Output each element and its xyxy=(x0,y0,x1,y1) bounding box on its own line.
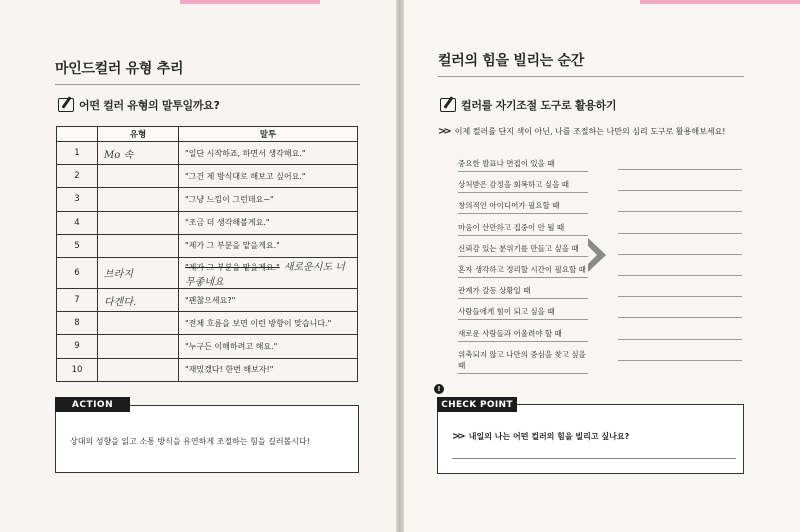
checkpoint-answer-line[interactable] xyxy=(452,458,736,459)
row-speech xyxy=(179,358,358,381)
left-subheading xyxy=(58,97,220,113)
answer-line[interactable] xyxy=(618,296,742,297)
list-item: 상처받은 감정을 회복하고 싶을 때 xyxy=(458,179,588,193)
table-row xyxy=(57,312,358,335)
intro-line xyxy=(438,126,726,137)
checkpoint-tab: CHECK POINT xyxy=(437,397,517,412)
row-type-answer[interactable] xyxy=(98,211,179,234)
row-speech-text: "제가 그 부분을 맡을게요." xyxy=(185,262,280,272)
list-item: 위축되지 않고 나만의 중심을 찾고 싶을 때 xyxy=(458,349,588,374)
table-row xyxy=(57,188,358,211)
checkpoint-question-text: 내일의 나는 어떤 컬러의 힘을 빌리고 싶나요? xyxy=(468,432,630,441)
answer-line[interactable] xyxy=(618,339,742,340)
handwritten-note: 새로운시도 너무좋네요 xyxy=(185,261,345,288)
list-item: 사람들에게 힘이 되고 싶을 때 xyxy=(458,306,588,320)
row-speech-text: "제가 그 부분을 맡을게요." xyxy=(185,241,280,251)
list-item: 새로운 사람들과 어울려야 할 때 xyxy=(458,328,588,342)
header-type: 유형 xyxy=(98,127,179,142)
table-row xyxy=(57,358,358,381)
row-type-answer[interactable] xyxy=(98,234,179,257)
row-number: 2 xyxy=(57,165,98,188)
row-number: 10 xyxy=(57,358,98,381)
header-num xyxy=(57,127,98,142)
row-number: 6 xyxy=(57,257,98,288)
row-speech xyxy=(179,312,358,335)
table-row xyxy=(57,288,358,311)
row-speech-text: "누구든 이해하려고 해요." xyxy=(185,341,278,351)
row-number: 3 xyxy=(57,188,98,211)
left-page-title: 마인드컬러 유형 추리 xyxy=(55,61,184,77)
row-speech-text: "일단 시작하죠, 하면서 생각해요." xyxy=(185,148,306,158)
answer-line[interactable] xyxy=(618,317,742,318)
row-type-answer[interactable]: 다겐다. xyxy=(98,288,179,311)
row-speech-text: "그냥 느낌이 그런데요~" xyxy=(185,194,274,204)
answer-line[interactable] xyxy=(618,360,742,361)
action-tab: ACTION xyxy=(55,397,130,412)
row-speech xyxy=(179,288,358,311)
row-number: 7 xyxy=(57,288,98,311)
row-speech xyxy=(179,257,358,288)
answer-line[interactable] xyxy=(618,233,742,234)
list-item: 창의적인 아이디어가 필요할 때 xyxy=(458,200,588,214)
double-chevron-icon: >> xyxy=(438,126,449,137)
intro-text: 이제 컬러를 단지 색이 아닌, 나를 조절하는 나만의 심리 도구로 활용해보세요! xyxy=(454,127,726,136)
row-speech-text: "그건 제 방식대로 해보고 싶어요." xyxy=(185,171,306,181)
types-table xyxy=(56,126,358,382)
table-row xyxy=(57,165,358,188)
row-type-answer[interactable] xyxy=(98,165,179,188)
row-type-answer[interactable]: Mo 속 xyxy=(98,142,179,165)
row-speech xyxy=(179,142,358,165)
right-page-title: 컬러의 힘을 빌리는 순간 xyxy=(438,53,584,69)
checkpoint-badge: ! xyxy=(434,384,444,394)
list-item: 중요한 발표나 면접이 있을 때 xyxy=(458,158,588,172)
table-row xyxy=(57,234,358,257)
list-item: 신뢰감 있는 분위기를 만들고 싶을 때 xyxy=(458,243,588,257)
book-binding xyxy=(396,0,404,532)
answer-line[interactable] xyxy=(618,190,742,191)
row-speech xyxy=(179,165,358,188)
table-row xyxy=(57,335,358,358)
left-subheading-text: 어떤 컬러 유형의 말투일까요? xyxy=(79,99,220,112)
left-title-rule xyxy=(55,84,360,85)
row-type-answer[interactable]: 브라지 xyxy=(98,257,179,288)
answer-line[interactable] xyxy=(618,211,742,212)
header-speech: 말투 xyxy=(179,127,358,142)
list-item: 관계가 갈등 상황일 때 xyxy=(458,285,588,299)
table-row xyxy=(57,257,358,288)
checkpoint-question xyxy=(452,431,629,442)
row-number: 1 xyxy=(57,142,98,165)
list-item: 혼자 생각하고 정리할 시간이 필요할 때 xyxy=(458,264,588,278)
list-item: 마음이 산만하고 집중이 안 될 때 xyxy=(458,222,588,236)
row-speech xyxy=(179,234,358,257)
row-type-answer[interactable] xyxy=(98,358,179,381)
right-subheading-text: 컬러를 자기조절 도구로 활용하기 xyxy=(461,99,617,112)
row-type-answer[interactable] xyxy=(98,188,179,211)
row-speech-text: "재밌겠다! 한번 해보자!" xyxy=(185,365,274,375)
row-number: 9 xyxy=(57,335,98,358)
row-speech-text: "괜찮으세요?" xyxy=(185,295,236,305)
table-row xyxy=(57,142,358,165)
right-title-rule xyxy=(438,76,744,77)
table-row xyxy=(57,211,358,234)
pink-accent-bar-right xyxy=(640,0,800,4)
row-number: 5 xyxy=(57,234,98,257)
row-speech xyxy=(179,188,358,211)
pencil-box-icon xyxy=(58,98,74,112)
row-type-answer[interactable] xyxy=(98,312,179,335)
pencil-box-icon xyxy=(440,98,456,112)
action-text: 상대의 성향을 읽고 소통 방식을 유연하게 조절하는 힘을 길러봅시다! xyxy=(70,437,310,446)
answer-line[interactable] xyxy=(618,275,742,276)
big-arrow-icon-cutout xyxy=(588,246,597,264)
row-speech xyxy=(179,335,358,358)
row-type-answer[interactable] xyxy=(98,335,179,358)
row-speech xyxy=(179,211,358,234)
double-chevron-icon: >> xyxy=(452,431,463,442)
row-number: 8 xyxy=(57,312,98,335)
answer-line[interactable] xyxy=(618,254,742,255)
row-speech-text: "전체 흐름을 보면 이런 방향이 맞습니다." xyxy=(185,318,332,328)
row-speech-text: "조금 더 생각해볼게요." xyxy=(185,218,270,228)
row-number: 4 xyxy=(57,211,98,234)
answer-line[interactable] xyxy=(618,169,742,170)
pink-accent-bar-left xyxy=(180,0,320,4)
right-subheading xyxy=(440,97,616,113)
table-header-row xyxy=(57,127,358,142)
